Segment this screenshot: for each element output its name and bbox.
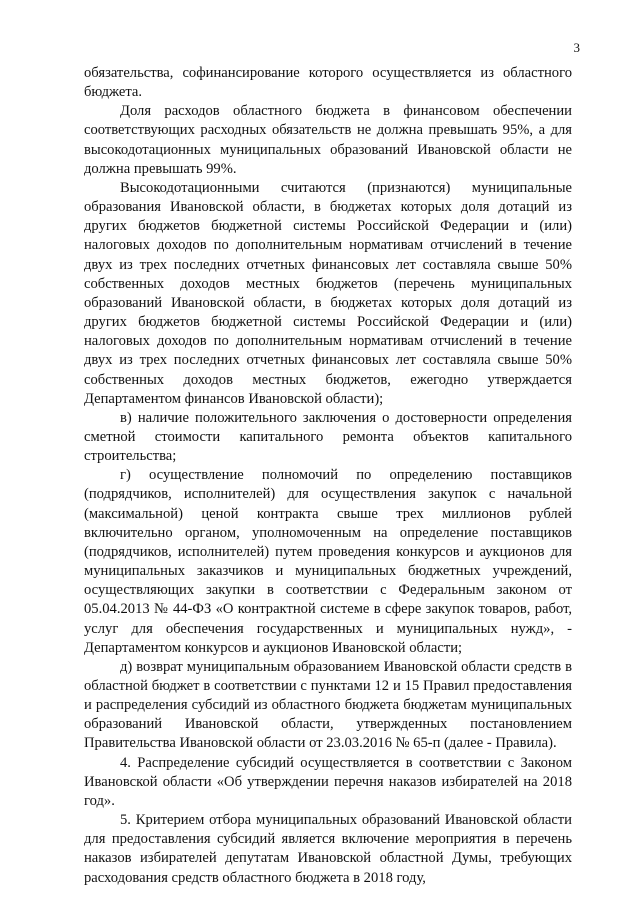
paragraph-high-subsidy-definition: Высокодотационными считаются (признаются) муниципальные образования Ивановской области, в бюджетах которых доля дотаций из других бюджетов бюджетной системы Российской Федерации и (или) налоговых доходов по дополнительным нормативам отчислений в течение двух из трех последних отчетных финансовых лет составляла свыше 50% собственных доходов местных бюджетов (перечень муниципальных образований Ивановской области, в бюджетах которых доля дотаций из других бюджетов бюджетной системы Российской Федерации и (или) налоговых доходов по дополнительным нормативам отчислений в течение двух из трех последних отчетных финансовых лет составляла свыше 50% собственных доходов местных бюджетов, ежегодно утверждается Департаментом финансов Ивановской области); [84,179,572,407]
paragraph-continuation: обязательства, софинансирование которого осуществляется из областного бюджета. [84,65,572,101]
paragraph-section-5: 5. Критерием отбора муниципальных образований Ивановской области для предоставления субсидий является включение мероприятия в перечень наказов избирателей депутатам Ивановской областной Думы, требующих расходования средств областного бюджета в 2018 году, [84,812,572,886]
paragraph-item-v: в) наличие положительного заключения о достоверности определения сметной стоимости капитального ремонта объектов капитального строительства; [84,409,572,465]
page-number: 3 [573,40,580,55]
document-body [84,64,572,888]
paragraph-item-d: д) возврат муниципальным образованием Ивановской области средств в областной бюджет в соответствии с пунктами 12 и 15 Правил предоставления и распределения субсидий из областного бюджета бюджетам муниципальных образований Ивановской области, утвержденных постановлением Правительства Ивановской области от 23.03.2016 № 65-п (далее - Правила). [84,658,572,752]
paragraph-expense-share: Доля расходов областного бюджета в финансовом обеспечении соответствующих расходных обязательств не должна превышать 95%, а для высокодотационных муниципальных образований Ивановской области не должна превышать 99%. [84,103,572,177]
paragraph-section-4: 4. Распределение субсидий осуществляется в соответствии с Законом Ивановской области «Об утверждении перечня наказов избирателей на 2018 год». [84,754,572,809]
paragraph-item-g: г) осуществление полномочий по определению поставщиков (подрядчиков, исполнителей) для осуществления закупок с начальной (максимальной) ценой контракта свыше трех миллионов рублей включительно органом, уполномоченным на определение поставщиков (подрядчиков, исполнителей) путем проведения конкурсов и аукционов для муниципальных заказчиков и муниципальных бюджетных учреждений, осуществляющих закупки в соответствии с Федеральным законом от 05.04.2013 № 44-ФЗ «О контрактной системе в сфере закупок товаров, работ, услуг для обеспечения государственных и муниципальных нужд», - Департаментом конкурсов и аукционов Ивановской области; [84,467,572,656]
